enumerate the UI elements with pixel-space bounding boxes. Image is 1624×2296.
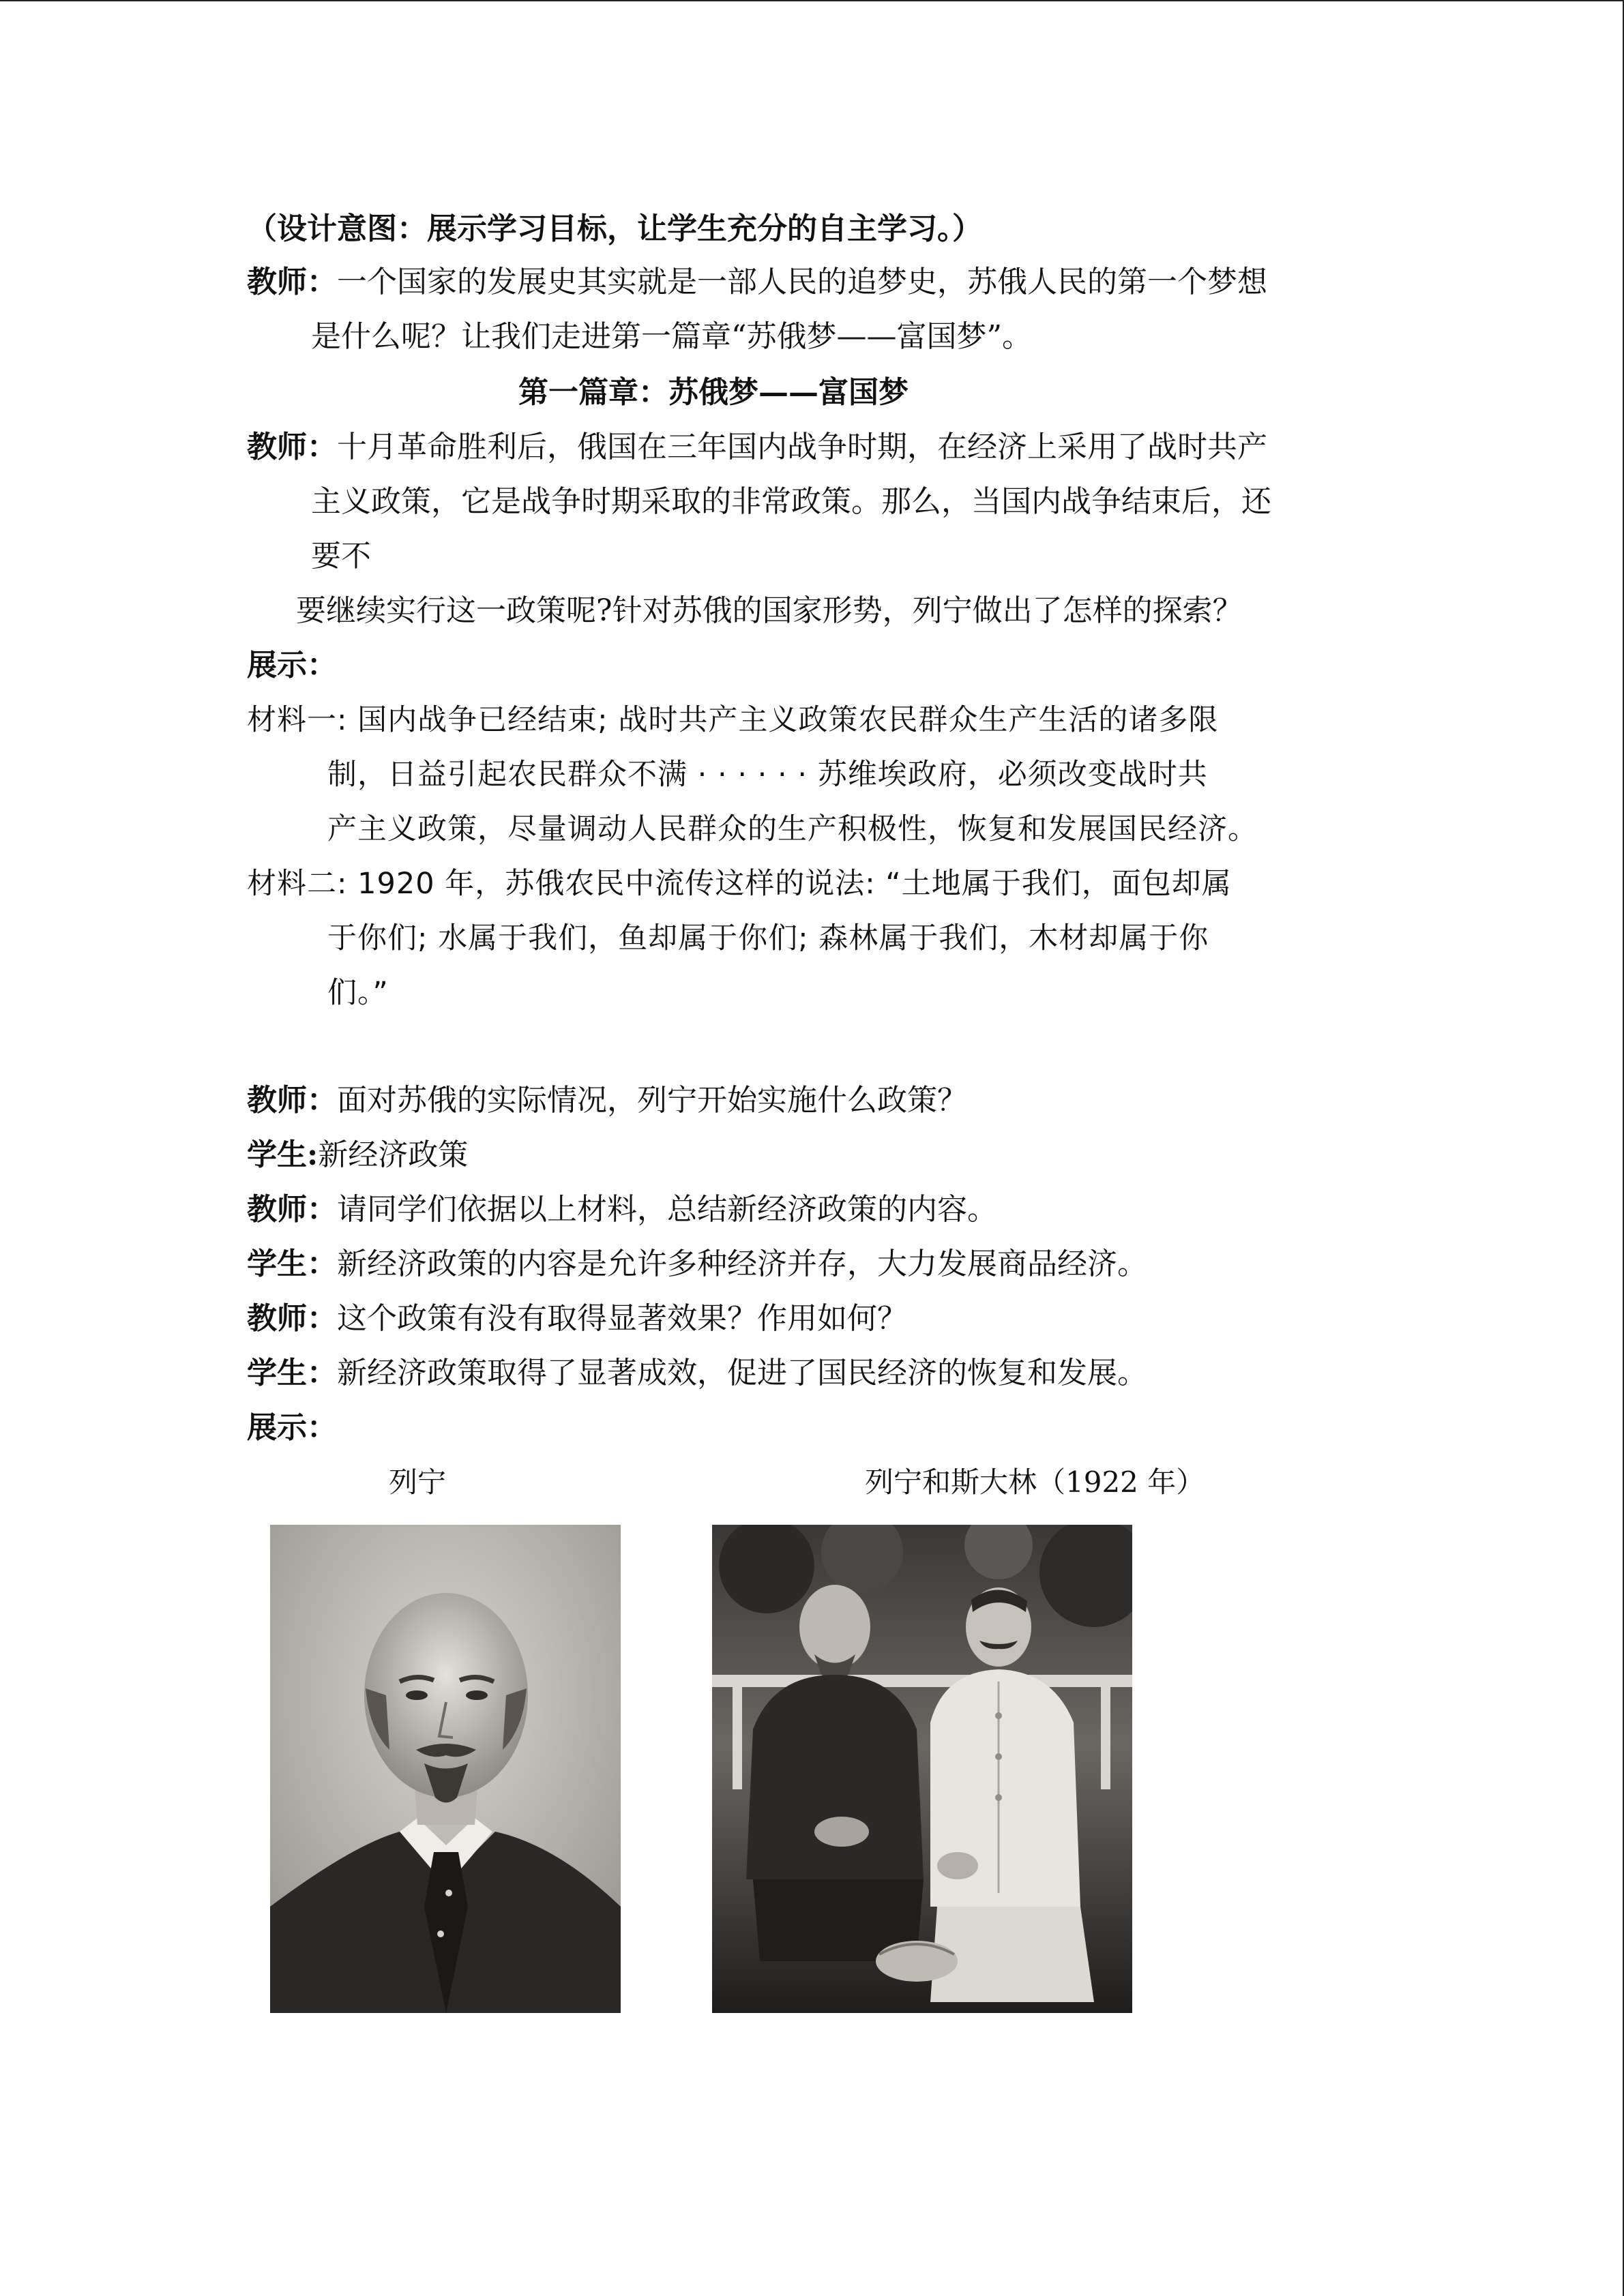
speaker-label: 学生： bbox=[247, 1247, 337, 1281]
intro-text-2: 是什么呢？让我们走进第一篇章“苏俄梦——富国梦”。 bbox=[311, 319, 1032, 354]
dialogue-text: 新经济政策的内容是允许多种经济并存，大力发展商品经济。 bbox=[337, 1247, 1147, 1281]
material-2-text-1: 1920 年，苏俄农民中流传这样的说法: “土地属于我们，面包却属 bbox=[357, 867, 1232, 901]
dialogue-text: 新经济政策取得了显著成效，促进了国民经济的恢复和发展。 bbox=[337, 1356, 1147, 1390]
teacher-question-line1 bbox=[247, 427, 1267, 468]
speaker-label: 教师： bbox=[247, 1192, 337, 1227]
material-1-line3: 产主义政策，尽量调动人民群众的生产积极性，恢复和发展国民经济。 bbox=[327, 812, 1258, 846]
teacher-question-line2: 主义政策，它是战争时期采取的非常政策。那么，当国内战争结束后，还 bbox=[311, 484, 1271, 519]
material-1-label: 材料一: bbox=[247, 703, 348, 737]
material-1-line2: 制，日益引起农民群众不满 · · · · · · 苏维埃政府，必须改变战时共 bbox=[327, 758, 1208, 792]
dialogue-text: 面对苏俄的实际情况，列宁开始实施什么政策？ bbox=[337, 1083, 967, 1118]
material-1-text-1: 国内战争已经结束; 战时共产主义政策农民群众生产生活的诸多限 bbox=[357, 703, 1219, 737]
speaker-label: 学生: bbox=[247, 1137, 319, 1172]
dialogue-line bbox=[247, 1189, 997, 1230]
teacher-question-line4: 要继续实行这一政策呢?针对苏俄的国家形势，列宁做出了怎样的探索？ bbox=[296, 593, 1243, 628]
dialogue-text: 这个政策有没有取得显著效果？作用如何？ bbox=[337, 1301, 907, 1336]
dialogue-text: 请同学们依据以上材料，总结新经济政策的内容。 bbox=[337, 1192, 997, 1227]
speaker-label: 教师： bbox=[247, 1083, 337, 1118]
chapter-title: 第一篇章：苏俄梦——富国梦 bbox=[518, 375, 909, 410]
dialogue-line bbox=[247, 1244, 1147, 1285]
figure-caption-lenin: 列宁 bbox=[389, 1465, 447, 1499]
question-text-1: 十月革命胜利后，俄国在三年国内战争时期，在经济上采用了战时共产 bbox=[337, 430, 1267, 464]
material-2-label: 材料二: bbox=[247, 867, 348, 901]
design-note bbox=[247, 209, 982, 250]
speaker-teacher: 教师： bbox=[247, 265, 337, 299]
dialogue-line bbox=[247, 1080, 967, 1121]
dialogue-line bbox=[247, 1353, 1147, 1394]
speaker-teacher: 教师： bbox=[247, 430, 337, 464]
material-2-line1 bbox=[247, 863, 1232, 904]
speaker-label: 学生： bbox=[247, 1356, 337, 1390]
material-2-line3: 们。” bbox=[327, 976, 389, 1010]
material-1-line1 bbox=[247, 700, 1218, 741]
intro-text-1: 一个国家的发展史其实就是一部人民的追梦史，苏俄人民的第一个梦想 bbox=[337, 265, 1267, 299]
lenin-portrait-photo bbox=[270, 1525, 621, 2013]
speaker-label: 教师： bbox=[247, 1301, 337, 1336]
design-note-text: （设计意图：展示学习目标，让学生充分的自主学习。） bbox=[247, 211, 982, 246]
lenin-stalin-photo bbox=[712, 1525, 1132, 2013]
show-label: 展示： bbox=[247, 648, 337, 683]
dialogue-line bbox=[247, 1298, 907, 1339]
figure-caption-lenin-stalin: 列宁和斯大林（1922 年） bbox=[865, 1465, 1205, 1499]
teacher-question-line3: 要不 bbox=[311, 539, 371, 573]
teacher-intro-line1 bbox=[247, 262, 1267, 303]
material-2-line2: 于你们; 水属于我们，鱼却属于你们; 森林属于我们，木材却属于你 bbox=[327, 921, 1209, 955]
dialogue-text: 新经济政策 bbox=[318, 1137, 469, 1172]
teacher-intro-line2 bbox=[311, 316, 1032, 357]
page-top-border bbox=[0, 0, 1624, 1]
show-label: 展示： bbox=[247, 1410, 337, 1445]
dialogue-line bbox=[247, 1135, 468, 1176]
